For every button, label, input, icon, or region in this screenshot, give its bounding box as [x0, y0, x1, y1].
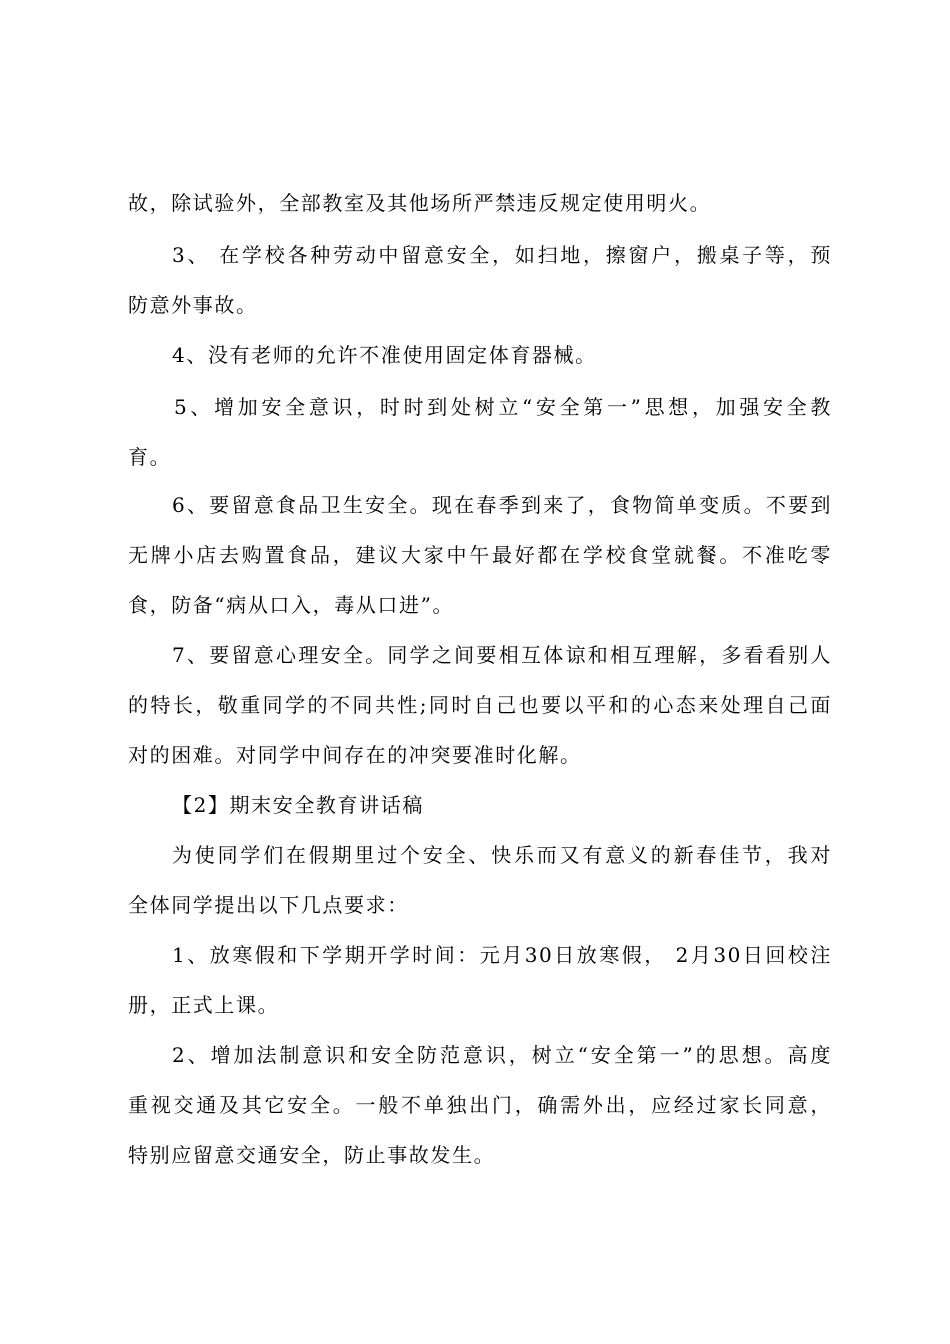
text-line: 7、要留意心理安全。同学之间要相互体谅和相互理解，多看看别人	[172, 643, 832, 667]
text-line: 为使同学们在假期里过个安全、快乐而又有意义的新春佳节，我对	[172, 843, 832, 867]
text-line: 育。	[128, 445, 172, 469]
text-line: 食，防备“病从口入，毒从口进”。	[128, 593, 455, 617]
text-line: 对的困难。对同学中间存在的冲突要准时化解。	[128, 743, 582, 767]
text-line: 6、要留意食品卫生安全。现在春季到来了，食物简单变质。不要到	[172, 493, 832, 517]
text-line: 1、放寒假和下学期开学时间：元月30日放寒假， 2月30日回校注	[172, 943, 832, 967]
text-line: 3、 在学校各种劳动中留意安全，如扫地，擦窗户，搬桌子等，预	[172, 243, 832, 267]
text-line: 5、增加安全意识，时时到处树立“安全第一”思想，加强安全教	[174, 395, 832, 419]
text-line: 2、增加法制意识和安全防范意识，树立“安全第一”的思想。高度	[172, 1043, 832, 1067]
text-line: 册，正式上课。	[128, 993, 280, 1017]
text-line: 防意外事故。	[128, 293, 258, 317]
text-line: 故，除试验外，全部教室及其他场所严禁违反规定使用明火。	[128, 191, 712, 215]
text-line: 重视交通及其它安全。一般不单独出门，确需外出，应经过家长同意，	[128, 1093, 832, 1117]
text-line: 全体同学提出以下几点要求：	[128, 893, 409, 917]
text-line: 4、没有老师的允许不准使用固定体育器械。	[172, 343, 597, 367]
section-heading: 【2】期末安全教育讲话稿	[172, 793, 424, 817]
text-line: 的特长，敬重同学的不同共性;同时自己也要以平和的心态来处理自己面	[128, 693, 832, 717]
text-line: 特别应留意交通安全，防止事故发生。	[128, 1143, 496, 1167]
text-line: 无牌小店去购置食品，建议大家中午最好都在学校食堂就餐。不准吃零	[128, 543, 832, 567]
